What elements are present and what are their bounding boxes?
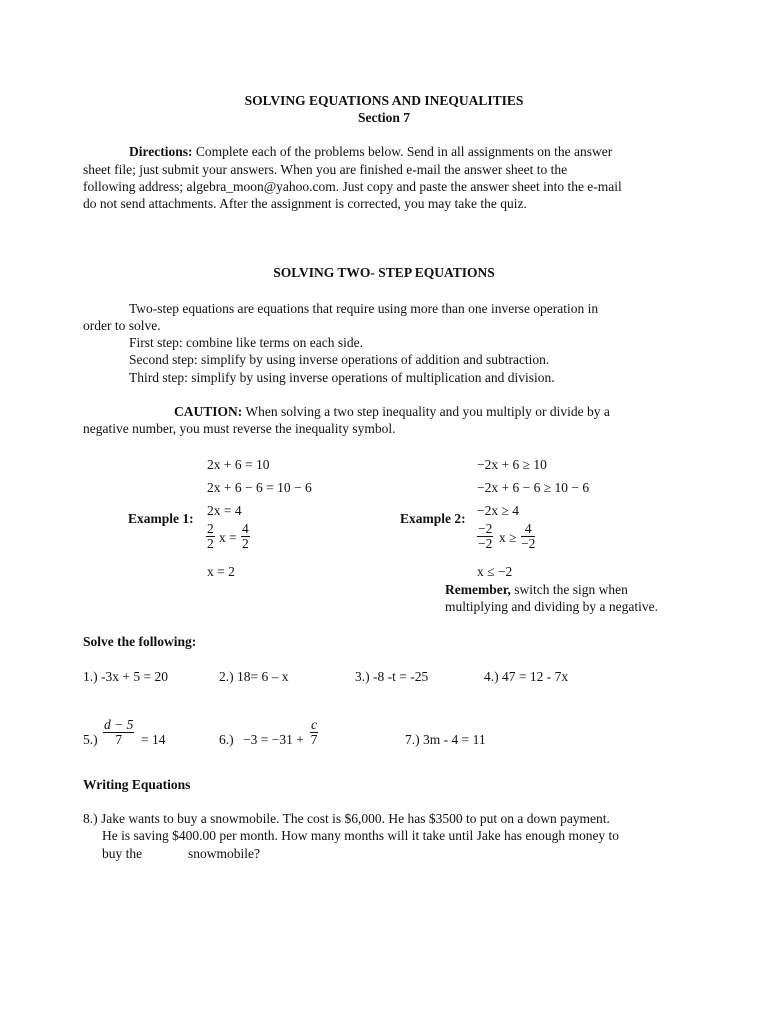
ex2-frac-b-num: 4 [521, 522, 535, 537]
ex1-frac-b-num: 4 [242, 521, 249, 536]
problem-8-line3a: buy the [102, 846, 143, 861]
step-two: Second step: simplify by using inverse operations of addition and subtraction. [129, 352, 550, 367]
problem-7: 7.) 3m - 4 = 11 [405, 732, 486, 747]
ex2-line1: −2x + 6 ≥ 10 [477, 457, 547, 472]
ex1-line2: 2x + 6 − 6 = 10 − 6 [207, 480, 312, 495]
section-label: Section 7 [357, 110, 411, 125]
problem-5-fraction [103, 718, 134, 747]
problem-1: 1.) -3x + 5 = 20 [83, 669, 168, 684]
p5-den: 7 [115, 732, 123, 747]
ex1-frac-a-num: 2 [207, 521, 214, 536]
caution-text1: When solving a two step inequality and you multiply or divide by a [245, 404, 610, 419]
problem-5-label: 5.) [83, 732, 98, 747]
problem-5-rhs: = 14 [141, 732, 166, 747]
directions-text1: Complete each of the problems below. Send in all assignments on the answer [195, 144, 613, 159]
ex1-frac-a-den: 2 [207, 536, 214, 551]
step-one: First step: combine like terms on each side. [129, 335, 363, 350]
caution-label: CAUTION: [174, 404, 243, 419]
ex2-frac-a-num: −2 [478, 521, 493, 536]
directions-line1 [129, 143, 612, 160]
intro-line2: order to solve. [83, 318, 161, 333]
ex2-fraction-b [521, 522, 535, 551]
p5-num: d − 5 [104, 717, 134, 732]
two-step-heading: SOLVING TWO- STEP EQUATIONS [273, 265, 495, 280]
caution-line1 [174, 403, 610, 420]
problem-4: 4.) 47 = 12 - 7x [484, 669, 569, 684]
example2-label: Example 2: [400, 511, 466, 526]
ex2-line3: −2x ≥ 4 [477, 503, 520, 518]
directions-line3: following address; algebra_moon@yahoo.com. Just copy and paste the answer sheet into the e-mail [83, 179, 622, 194]
p6-num: c [311, 717, 317, 732]
ex2-line5: x ≤ −2 [477, 564, 513, 579]
problem-6-lhs: −3 = −31 + [243, 732, 304, 747]
caution-line2: negative number, you must reverse the inequality symbol. [83, 421, 396, 436]
ex1-line1: 2x + 6 = 10 [207, 457, 270, 472]
directions-line4: do not send attachments. After the assignment is corrected, you may take the quiz. [83, 196, 527, 211]
ex1-frac-b-den: 2 [242, 536, 249, 551]
example1-label: Example 1: [128, 511, 194, 526]
remember-label: Remember, [445, 582, 511, 597]
page-title: SOLVING EQUATIONS AND INEQUALITIES [244, 93, 524, 108]
ex1-mid: x = [219, 530, 237, 545]
problem-8-line2: He is saving $400.00 per month. How many months will it take until Jake has enough money to [102, 828, 620, 843]
problem-6-fraction [310, 718, 318, 747]
problem-6-label: 6.) [219, 732, 234, 747]
intro-line1: Two-step equations are equations that require using more than one inverse operation in [129, 301, 599, 316]
problem-8-line1: 8.) Jake wants to buy a snowmobile. The cost is $6,000. He has $3500 to put on a down payment. [83, 811, 610, 826]
p6-den: 7 [310, 732, 318, 747]
writing-heading: Writing Equations [83, 777, 191, 792]
ex1-fraction-b [241, 522, 250, 551]
directions-label: Directions: [129, 144, 193, 159]
problem-8-line3b: snowmobile? [188, 846, 260, 861]
problem-3: 3.) -8 -t = -25 [355, 669, 429, 684]
problem-2: 2.) 18= 6 – x [219, 669, 289, 684]
remember-text1: switch the sign when [514, 582, 628, 597]
ex1-line5: x = 2 [207, 564, 235, 579]
ex1-line3: 2x = 4 [207, 503, 242, 518]
ex2-mid: x ≥ [499, 530, 517, 545]
directions-line2: sheet file; just submit your answers. When you are finished e-mail the answer sheet to the [83, 162, 568, 177]
ex2-fraction-a [477, 522, 493, 551]
solve-heading: Solve the following: [83, 634, 197, 649]
step-three: Third step: simplify by using inverse operations of multiplication and division. [129, 370, 555, 385]
ex2-frac-b-den: −2 [521, 536, 536, 551]
remember-line1 [445, 581, 628, 598]
remember-line2: multiplying and dividing by a negative. [445, 599, 658, 614]
ex2-line2: −2x + 6 − 6 ≥ 10 − 6 [477, 480, 590, 495]
ex2-frac-a-den: −2 [478, 536, 493, 551]
ex1-fraction-a [206, 522, 215, 551]
